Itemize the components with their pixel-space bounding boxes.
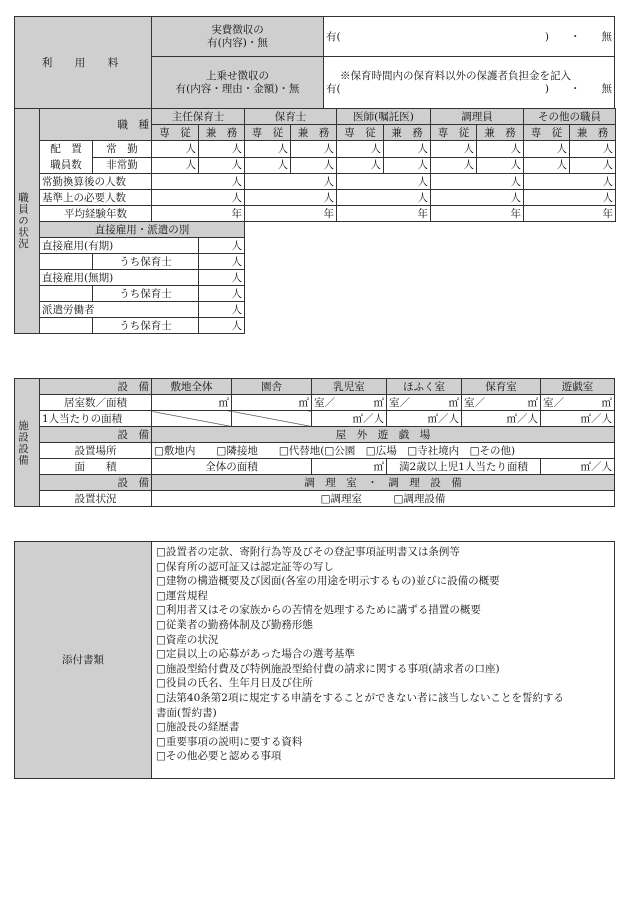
of-which-nursery: うち保育士	[93, 286, 199, 302]
direct-indef-cell[interactable]: 人	[199, 270, 245, 286]
attachment-item[interactable]: □法第40条第2項に規定する申請をすることができない者に該当しないことを誓約する	[156, 691, 564, 704]
extra-fee-sub: 有(内容・理由・金額)・無	[175, 82, 300, 95]
count-cell[interactable]: 人	[152, 157, 199, 174]
count-cell[interactable]: 人	[570, 141, 616, 158]
count-cell[interactable]: 人	[245, 141, 291, 158]
count-cell[interactable]: 人	[477, 157, 524, 174]
attachment-item[interactable]: □施設型給付費及び特例施設型給付費の請求に関する事項(請求者の口座)	[156, 662, 500, 675]
room-area-cell[interactable]: 室／ ㎡	[462, 395, 541, 411]
attachment-item[interactable]: □運営規程	[156, 589, 208, 602]
avg-years-cell[interactable]: 年	[152, 206, 245, 222]
room-area-cell[interactable]: 室／ ㎡	[387, 395, 462, 411]
of-which-cell[interactable]: 人	[199, 254, 245, 270]
extra-fee-title: 上乗せ徴収の	[206, 69, 269, 82]
area-label: 面 積	[40, 459, 152, 475]
job-1: 保育士	[245, 109, 337, 125]
sub-header: 専 従	[337, 125, 384, 141]
room-5: 遊戯室	[541, 379, 615, 395]
room-4: 保育室	[462, 379, 541, 395]
actual-fee-value[interactable]	[324, 17, 615, 57]
diagonal-cell	[152, 411, 232, 427]
sub-header: 兼 務	[477, 125, 524, 141]
room-0: 敷地全体	[152, 379, 232, 395]
required-cell[interactable]: 人	[337, 190, 431, 206]
per-child-label: 1人当たりの面積	[40, 411, 152, 427]
extra-fee-right: ) ・ 無	[544, 82, 612, 95]
actual-fee-sub: 有(内容)・無	[207, 36, 268, 49]
location-options[interactable]: □敷地内 □隣接地 □代替地(□公園 □広場 □寺社境内 □その他)	[152, 443, 615, 459]
avg-years-cell[interactable]: 年	[524, 206, 616, 222]
sub-header: 兼 務	[291, 125, 337, 141]
per-child-cell[interactable]: ㎡／人	[541, 411, 615, 427]
indent	[40, 318, 93, 334]
attachment-item[interactable]: □従業者の勤務体制及び勤務形態	[156, 618, 313, 631]
blank-area	[245, 222, 616, 334]
count-cell[interactable]: 人	[431, 157, 477, 174]
room-2: 乳児室	[312, 379, 387, 395]
fee-label: 利 用 料	[15, 17, 152, 109]
attachments-label: 添付書類	[15, 542, 152, 779]
attachments-table	[14, 541, 615, 779]
actual-fee-right: ) ・ 無	[544, 30, 612, 43]
of-which-nursery: うち保育士	[93, 254, 199, 270]
kitchen-options[interactable]: □調理室 □調理設備	[152, 491, 615, 507]
avg-years-cell[interactable]: 年	[431, 206, 524, 222]
attachment-item[interactable]: □保育所の認可証又は認定証等の写し	[156, 560, 334, 573]
dispatch-cell[interactable]: 人	[199, 302, 245, 318]
actual-fee-header	[152, 17, 324, 57]
job-label: 職 種	[40, 109, 152, 141]
job-4: その他の職員	[524, 109, 616, 125]
direct-fixed-cell[interactable]: 人	[199, 238, 245, 254]
avg-years-cell[interactable]: 年	[337, 206, 431, 222]
diagonal-cell	[232, 411, 312, 427]
parttime-label: 非常勤	[93, 157, 152, 174]
extra-fee-note: ※保育時間内の保育料以外の保護者負担金を記入	[340, 69, 571, 82]
count-cell[interactable]: 人	[431, 141, 477, 158]
count-cell[interactable]: 人	[384, 157, 431, 174]
fulltime-label: 常 勤	[93, 141, 152, 158]
fte-cell[interactable]: 人	[524, 174, 616, 190]
location-label: 設置場所	[40, 443, 152, 459]
sub-header: 専 従	[524, 125, 570, 141]
sub-header: 専 従	[431, 125, 477, 141]
actual-fee-title: 実費徴収の	[211, 23, 264, 36]
count-cell[interactable]: 人	[337, 157, 384, 174]
sub-header: 兼 務	[199, 125, 245, 141]
total-area-label: 全体の面積	[152, 459, 312, 475]
area-cell[interactable]: ㎡	[232, 395, 312, 411]
over2-cell[interactable]: ㎡／人	[541, 459, 615, 475]
staff-table	[14, 108, 616, 334]
attachment-item[interactable]: □設置者の定款、寄附行為等及びその登記事項証明書又は条例等	[156, 546, 460, 558]
facility-section-label: 施設設備	[15, 379, 40, 507]
sub-header: 兼 務	[384, 125, 431, 141]
staff-section-label: 職員の状況	[15, 109, 40, 334]
rooms-area-label: 居室数／面積	[40, 395, 152, 411]
job-2: 医師(嘱託医)	[337, 109, 431, 125]
required-cell[interactable]: 人	[431, 190, 524, 206]
count-cell[interactable]: 人	[384, 141, 431, 158]
sub-header: 兼 務	[570, 125, 616, 141]
fee-table	[14, 16, 615, 109]
fte-cell[interactable]: 人	[337, 174, 431, 190]
extra-fee-left: 有(	[326, 82, 341, 95]
attachment-item[interactable]: □重要事項の説明に要する資料	[156, 735, 303, 748]
per-child-cell[interactable]: ㎡／人	[312, 411, 387, 427]
of-which-nursery: うち保育士	[93, 318, 199, 334]
direct-fixed-label: 直接雇用(有期)	[40, 238, 199, 254]
attachment-item[interactable]: □利用者又はその家族からの苦情を処理するために講ずる措置の概要	[156, 604, 481, 617]
required-cell[interactable]: 人	[245, 190, 337, 206]
attachment-item[interactable]: □定員以上の応募があった場合の選考基準	[156, 648, 355, 661]
count-cell[interactable]: 人	[291, 141, 337, 158]
extra-fee-header	[152, 57, 324, 109]
sub-header: 専 従	[152, 125, 199, 141]
count-cell[interactable]: 人	[245, 157, 291, 174]
placement-count-label: 配 置 職員数	[40, 141, 93, 174]
kitchen-title: 調 理 室 ・ 調 理 設 備	[152, 475, 615, 491]
count-cell[interactable]: 人	[570, 157, 616, 174]
employment-header: 直接雇用・派遣の別	[40, 222, 245, 238]
install-label: 設置状況	[40, 491, 152, 507]
equip-label: 設 備	[40, 475, 152, 491]
fte-cell[interactable]: 人	[431, 174, 524, 190]
fte-label: 常勤換算後の人数	[40, 174, 152, 190]
area-cell[interactable]: ㎡	[152, 395, 232, 411]
direct-indef-label: 直接雇用(無期)	[40, 270, 199, 286]
job-3: 調理員	[431, 109, 524, 125]
indent	[40, 286, 93, 302]
over2-label: 満2歳以上児1人当たり面積	[387, 459, 541, 475]
count-cell[interactable]: 人	[199, 157, 245, 174]
room-3: ほふく室	[387, 379, 462, 395]
required-cell[interactable]: 人	[524, 190, 616, 206]
facility-table	[14, 378, 615, 507]
room-area-cell[interactable]: 室／ ㎡	[312, 395, 387, 411]
extra-fee-value[interactable]	[324, 57, 615, 109]
count-cell[interactable]: 人	[524, 141, 570, 158]
required-label: 基準上の必要人数	[40, 190, 152, 206]
equip-label: 設 備	[40, 379, 152, 395]
attachment-item[interactable]: □その他必要と認める事項	[156, 750, 282, 763]
count-cell[interactable]: 人	[152, 141, 199, 158]
total-area-cell[interactable]: ㎡	[312, 459, 387, 475]
attachment-item[interactable]: □資産の状況	[156, 633, 219, 646]
actual-fee-left: 有(	[326, 30, 341, 43]
indent	[40, 254, 93, 270]
count-cell[interactable]: 人	[337, 141, 384, 158]
avg-years-cell[interactable]: 年	[245, 206, 337, 222]
equip-label: 設 備	[40, 427, 152, 443]
count-cell[interactable]: 人	[199, 141, 245, 158]
sub-header: 専 従	[245, 125, 291, 141]
attachment-item[interactable]: □役員の氏名、生年月日及び住所	[156, 677, 313, 690]
room-1: 園舎	[232, 379, 312, 395]
per-child-cell[interactable]: ㎡／人	[462, 411, 541, 427]
count-cell[interactable]: 人	[477, 141, 524, 158]
of-which-cell[interactable]: 人	[199, 286, 245, 302]
dispatch-label: 派遣労働者	[40, 302, 199, 318]
attachments-list	[152, 542, 615, 779]
count-cell[interactable]: 人	[524, 157, 570, 174]
count-cell[interactable]: 人	[291, 157, 337, 174]
job-0: 主任保育士	[152, 109, 245, 125]
per-child-cell[interactable]: ㎡／人	[387, 411, 462, 427]
attachment-item[interactable]: □施設長の経歴書	[156, 721, 240, 734]
fte-cell[interactable]: 人	[152, 174, 245, 190]
room-area-cell[interactable]: 室／ ㎡	[541, 395, 615, 411]
avg-years-label: 平均経験年数	[40, 206, 152, 222]
outdoor-title: 屋 外 遊 戯 場	[152, 427, 615, 443]
required-cell[interactable]: 人	[152, 190, 245, 206]
attachment-item[interactable]: □建物の構造概要及び図面(各室の用途を明示するもの)並びに設備の概要	[156, 575, 500, 588]
of-which-cell[interactable]: 人	[199, 318, 245, 334]
fte-cell[interactable]: 人	[245, 174, 337, 190]
attachment-item: 書面(誓約書)	[156, 706, 217, 719]
